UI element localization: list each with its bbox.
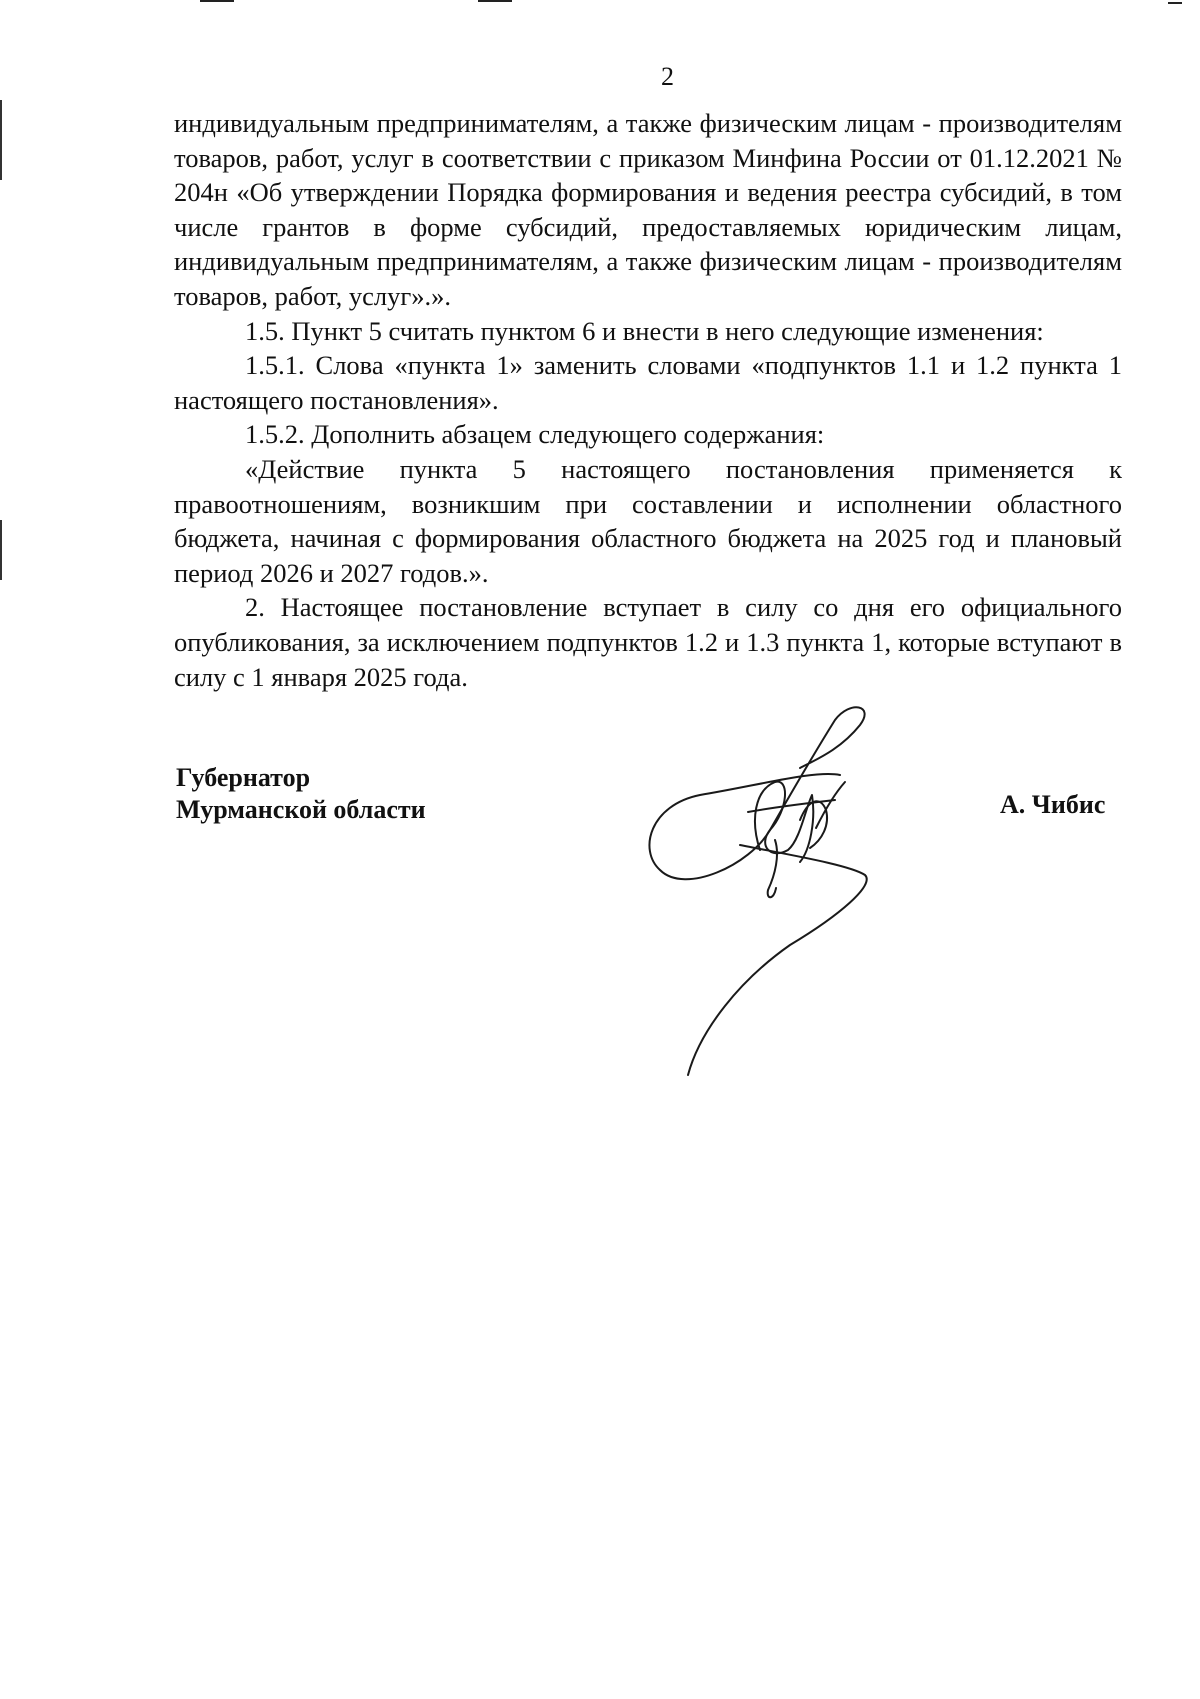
paragraph-quote: «Действие пункта 5 настоящего постановления применяется к правоотношениям, возникшим при составлении и исполнении областного бюджета, начиная с формирования областного бюджета на 2025 год и плановый период 2026 и 2027 годов.». (174, 453, 1122, 588)
signatory-title (176, 762, 426, 826)
document-body (174, 106, 1122, 694)
signatory-title-line1: Губернатор (176, 763, 311, 792)
paragraph-item-1-5-1: 1.5.1. Слова «пункта 1» заменить словами «подпунктов 1.1 и 1.2 пункта 1 настоящего постановления». (174, 350, 1122, 415)
scan-artifact-edge (0, 520, 2, 580)
signatory-title-line2: Мурманской области (176, 795, 426, 824)
paragraph-item-2: 2. Настоящее постановление вступает в силу со дня его официального опубликования, за исключением подпунктов 1.2 и 1.3 пункта 1, которые вступают в силу с 1 января 2025 года. (174, 592, 1122, 692)
scan-artifact-line (478, 0, 512, 2)
paragraph-continuation: индивидуальным предпринимателям, а также физическим лицам - производителям товаров, работ, услуг в соответствии с приказом Минфина России от 01.12.2021 № 204н «Об утверждении Порядка формирования и ведения реестра субсидий, в том числе грантов в форме субсидий, предоставляемых юридическим лицам, индивидуальным предпринимателям, а также физическим лицам - производителям товаров, работ, услуг».». (174, 108, 1122, 311)
scan-artifact-line (200, 0, 234, 2)
scan-artifact-line (1168, 2, 1182, 4)
paragraph-item-1-5-2: 1.5.2. Дополнить абзацем следующего содержания: (245, 419, 825, 450)
signatory-name: А. Чибис (1000, 790, 1106, 819)
handwritten-signature (640, 700, 940, 1090)
scan-artifact-edge (0, 100, 2, 180)
page-number: 2 (661, 62, 674, 91)
paragraph-item-1-5: 1.5. Пункт 5 считать пунктом 6 и внести в него следующие изменения: (245, 315, 1044, 346)
